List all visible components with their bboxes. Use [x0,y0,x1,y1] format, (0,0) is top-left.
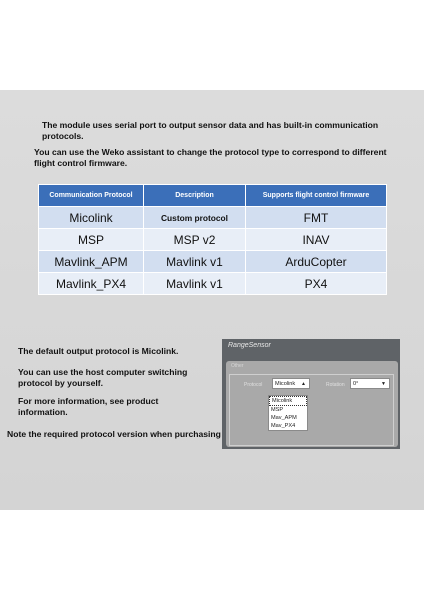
intro-text-1: The module uses serial port to output sensor data and has built-in communication protocols. [42,120,379,141]
note-version: Note the required protocol version when purchasing [7,429,221,439]
table-row [39,273,387,295]
rangesensor-title: RangeSensor [228,342,271,349]
table-cell: FMT [246,207,387,229]
table-cell: Mavlink v1 [144,251,246,273]
protocol-select-value: Micolink [275,381,296,387]
protocol-label: Protocol [244,382,263,388]
table-header-row [39,185,387,207]
dropdown-option-mav-apm[interactable]: Mav_APM [271,415,297,421]
table-row [39,251,387,273]
rangesensor-group [226,361,398,447]
rotation-label: Rotation [326,382,345,388]
table-cell: MSP [39,229,144,251]
table-cell: Mavlink v1 [144,273,246,295]
note-more: For more information, see product information. [18,396,159,417]
table-row [39,229,387,251]
table-cell: Mavlink_APM [39,251,144,273]
group-title: Other [231,363,244,369]
dropdown-option-msp[interactable]: MSP [271,407,284,413]
col-header-protocol: Communication Protocol [39,185,144,207]
protocol-table [38,184,387,295]
table-row [39,207,387,229]
rotation-select-value: 0° [353,381,359,387]
chevron-down-icon: ▼ [381,381,386,387]
note-default: The default output protocol is Micolink. [18,346,179,356]
settings-box [229,374,394,446]
table-cell: ArduCopter [246,251,387,273]
protocol-dropdown-list [268,395,308,431]
table-cell: Micolink [39,207,144,229]
note-host: You can use the host computer switching protocol by yourself. [18,367,188,388]
dropdown-option-mav-px4[interactable]: Mav_PX4 [271,423,296,429]
chevron-up-icon: ▲ [301,381,306,387]
table-cell: MSP v2 [144,229,246,251]
table-cell: INAV [246,229,387,251]
protocol-select[interactable] [272,378,310,389]
rangesensor-screenshot [222,339,400,449]
table-cell: Mavlink_PX4 [39,273,144,295]
col-header-firmware: Supports flight control firmware [246,185,387,207]
rotation-select[interactable] [350,378,390,389]
dropdown-option-micolink[interactable]: Micolink [269,396,307,406]
intro-text-2: You can use the Weko assistant to change the protocol type to correspond to different flight control firmware. [34,147,387,168]
col-header-description: Description [144,185,246,207]
table-cell: PX4 [246,273,387,295]
table-cell: Custom protocol [144,207,246,229]
